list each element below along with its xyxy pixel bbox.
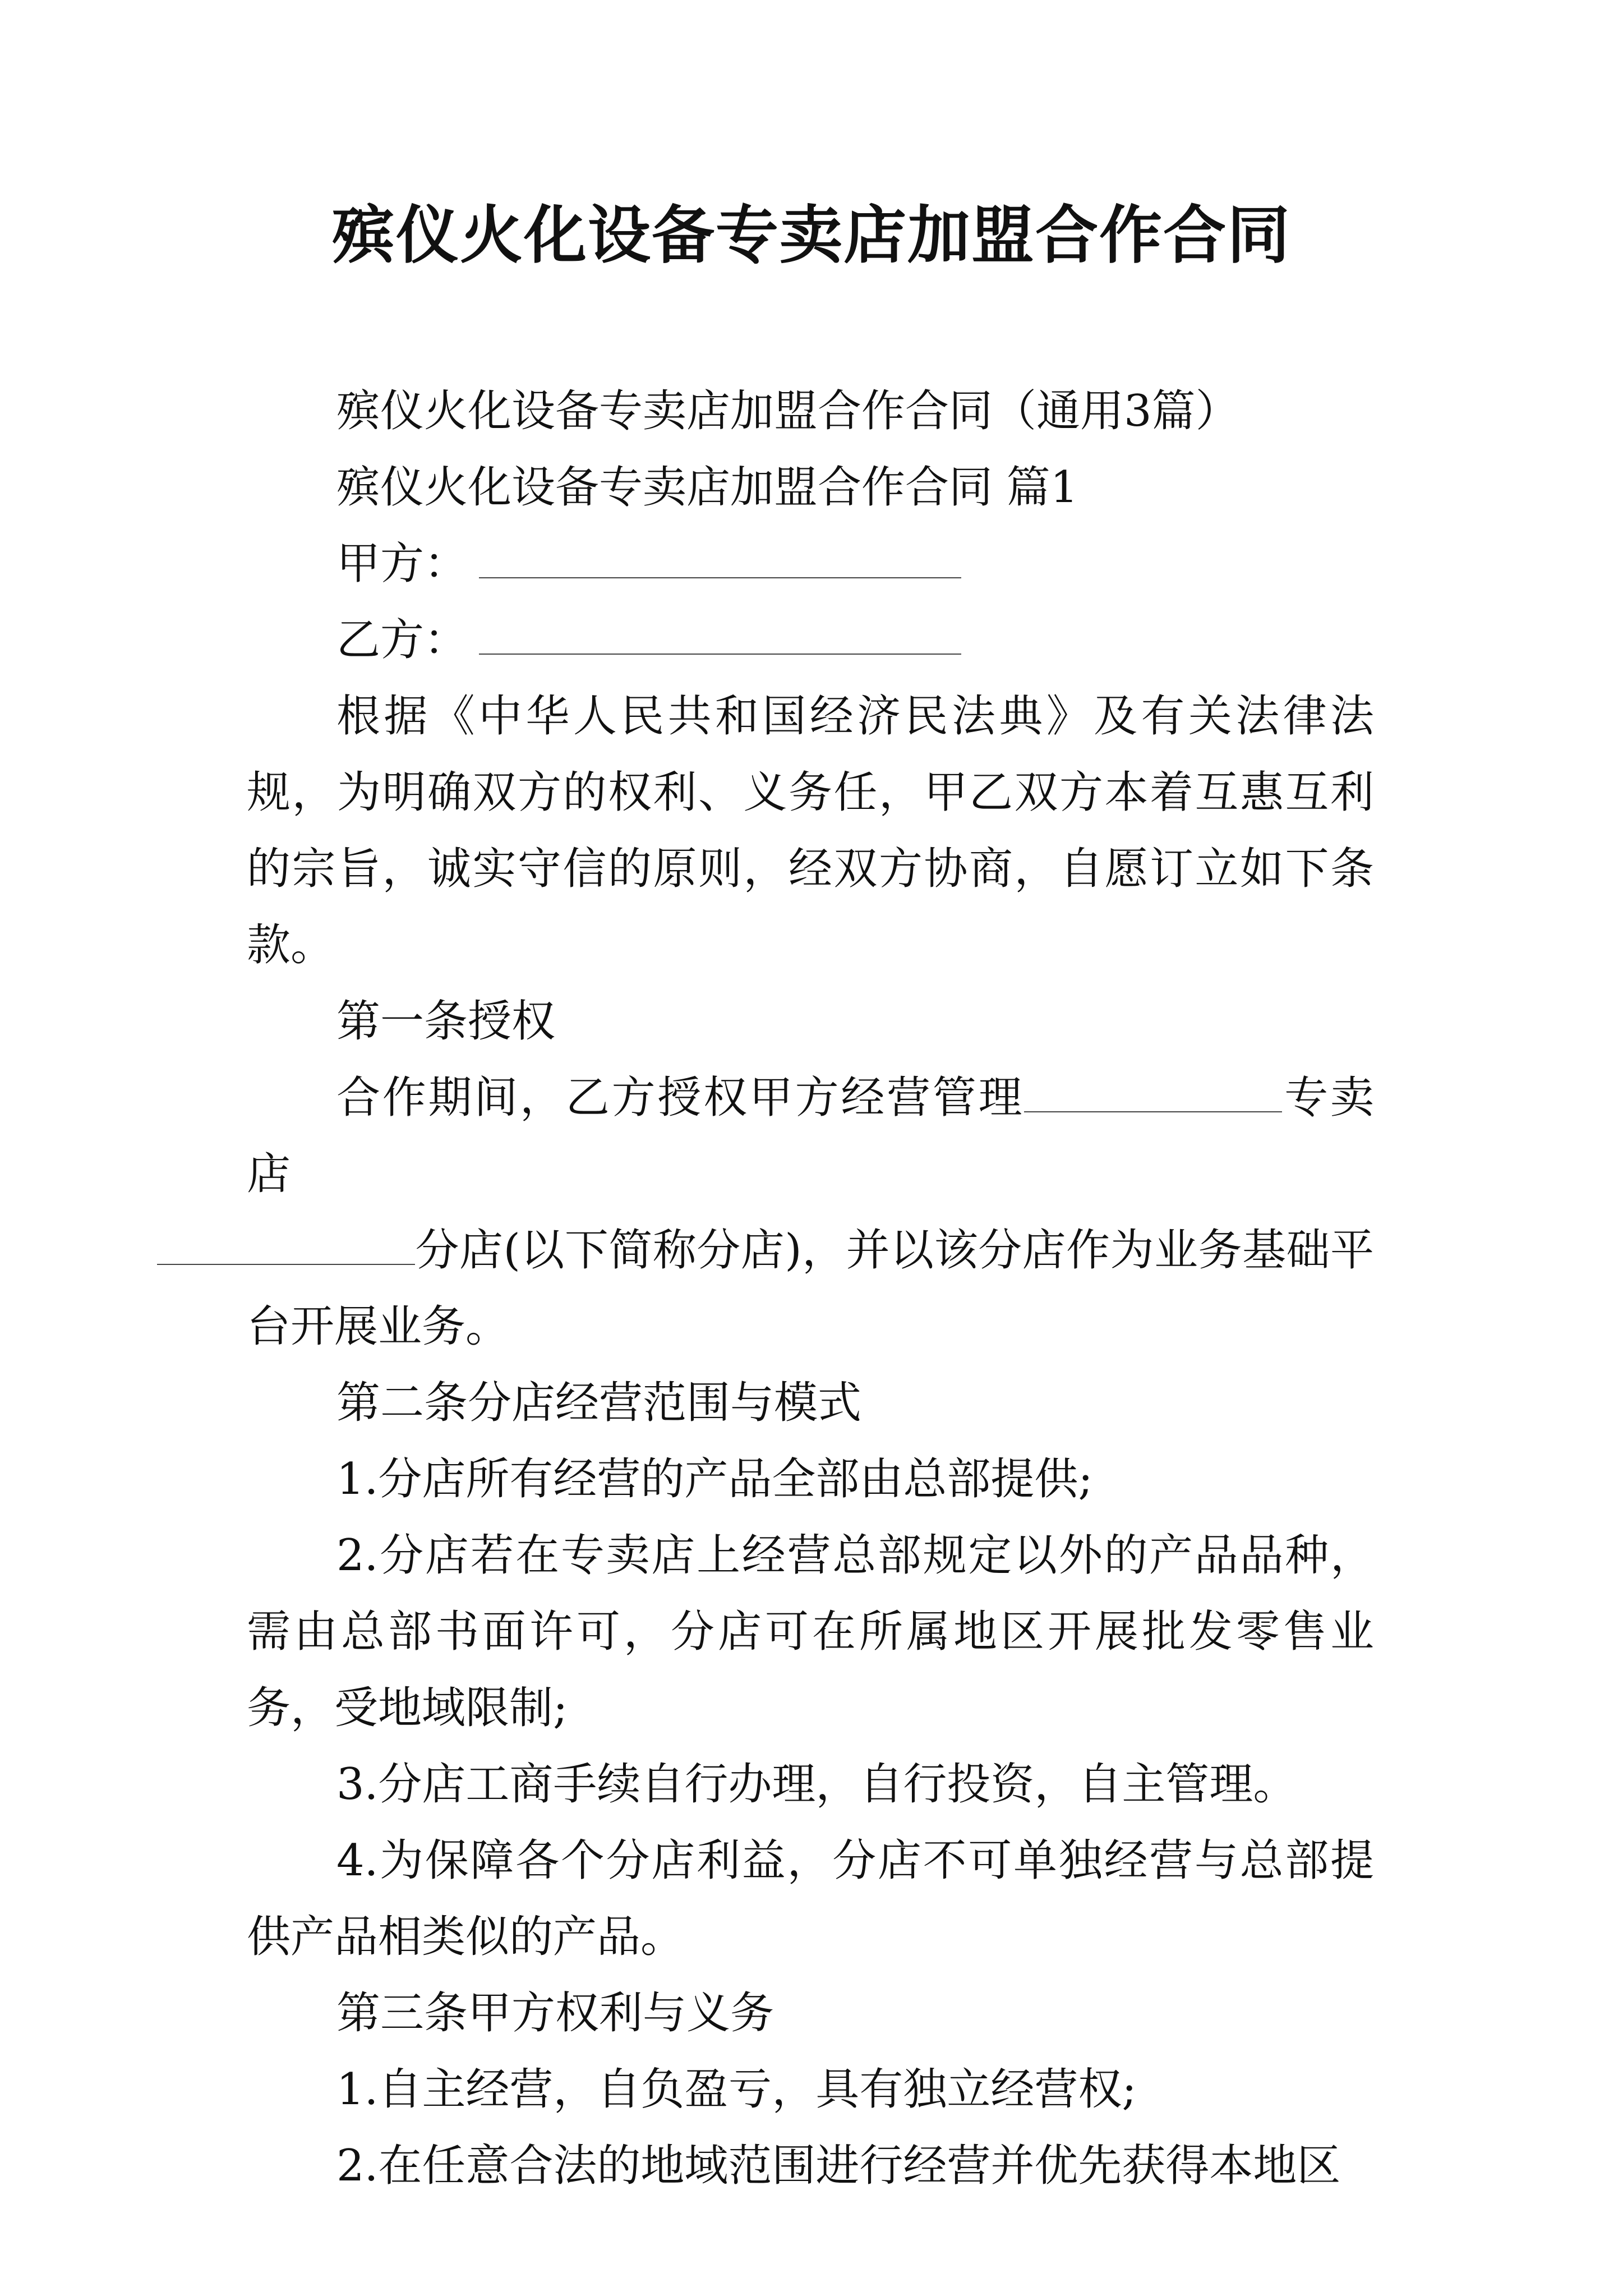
article-2-title: 第二条分店经营范围与模式: [336, 1378, 862, 1428]
part-heading: 殡仪火化设备专卖店加盟合作合同 篇1: [336, 462, 1078, 513]
article-2-item-3: 3.分店工商手续自行办理，自行投资，自主管理。: [336, 1759, 1297, 1810]
subtitle: 殡仪火化设备专卖店加盟合作合同（通用3篇）: [336, 386, 1239, 436]
article-1-title: 第一条授权: [336, 996, 556, 1047]
article-3-title: 第三条甲方权利与义务: [336, 1988, 774, 2039]
party-a-line: [247, 526, 1374, 602]
party-a-blank: [479, 538, 961, 578]
article-1-text-a: 合作期间，乙方授权甲方经营管理: [336, 1073, 1025, 1123]
store-name-blank: [1024, 1072, 1282, 1112]
article-1-paragraph: [247, 1060, 1374, 1365]
document-body: [247, 373, 1374, 2204]
article-3-item-1: 1.自主经营，自负盈亏，具有独立经营权;: [336, 2064, 1137, 2115]
article-2-item-2: 2.分店若在专卖店上经营总部规定以外的产品品种，需由总部书面许可，分店可在所属地区开展批发零售业务，受地域限制;: [247, 1530, 1374, 1733]
article-2-item-4: 4.为保障各个分店利益，分店不可单独经营与总部提供产品相类似的产品。: [247, 1835, 1374, 1962]
party-a-label: 甲方：: [336, 539, 468, 589]
preamble-paragraph: 根据《中华人民共和国经济民法典》及有关法律法规，为明确双方的权利、义务任，甲乙双方本着互惠互利的宗旨，诚实守信的原则，经双方协商，自愿订立如下条款。: [247, 691, 1374, 970]
party-b-blank: [479, 614, 961, 655]
article-1-text-c: 分店(以下简称分店)，并以该分店作为业务基础平台开展业务。: [247, 1225, 1374, 1352]
article-3-item-2: 2.在任意合法的地域范围进行经营并优先获得本地区: [336, 2141, 1341, 2191]
branch-name-blank: [157, 1225, 415, 1265]
article-1-text-b: 专卖店: [247, 1073, 1374, 1199]
document-title: 殡仪火化设备专卖店加盟合作合同: [332, 199, 1291, 272]
party-b-label: 乙方：: [336, 615, 468, 665]
article-2-item-1: 1.分店所有经营的产品全部由总部提供;: [336, 1454, 1093, 1504]
party-b-line: [247, 602, 1374, 678]
